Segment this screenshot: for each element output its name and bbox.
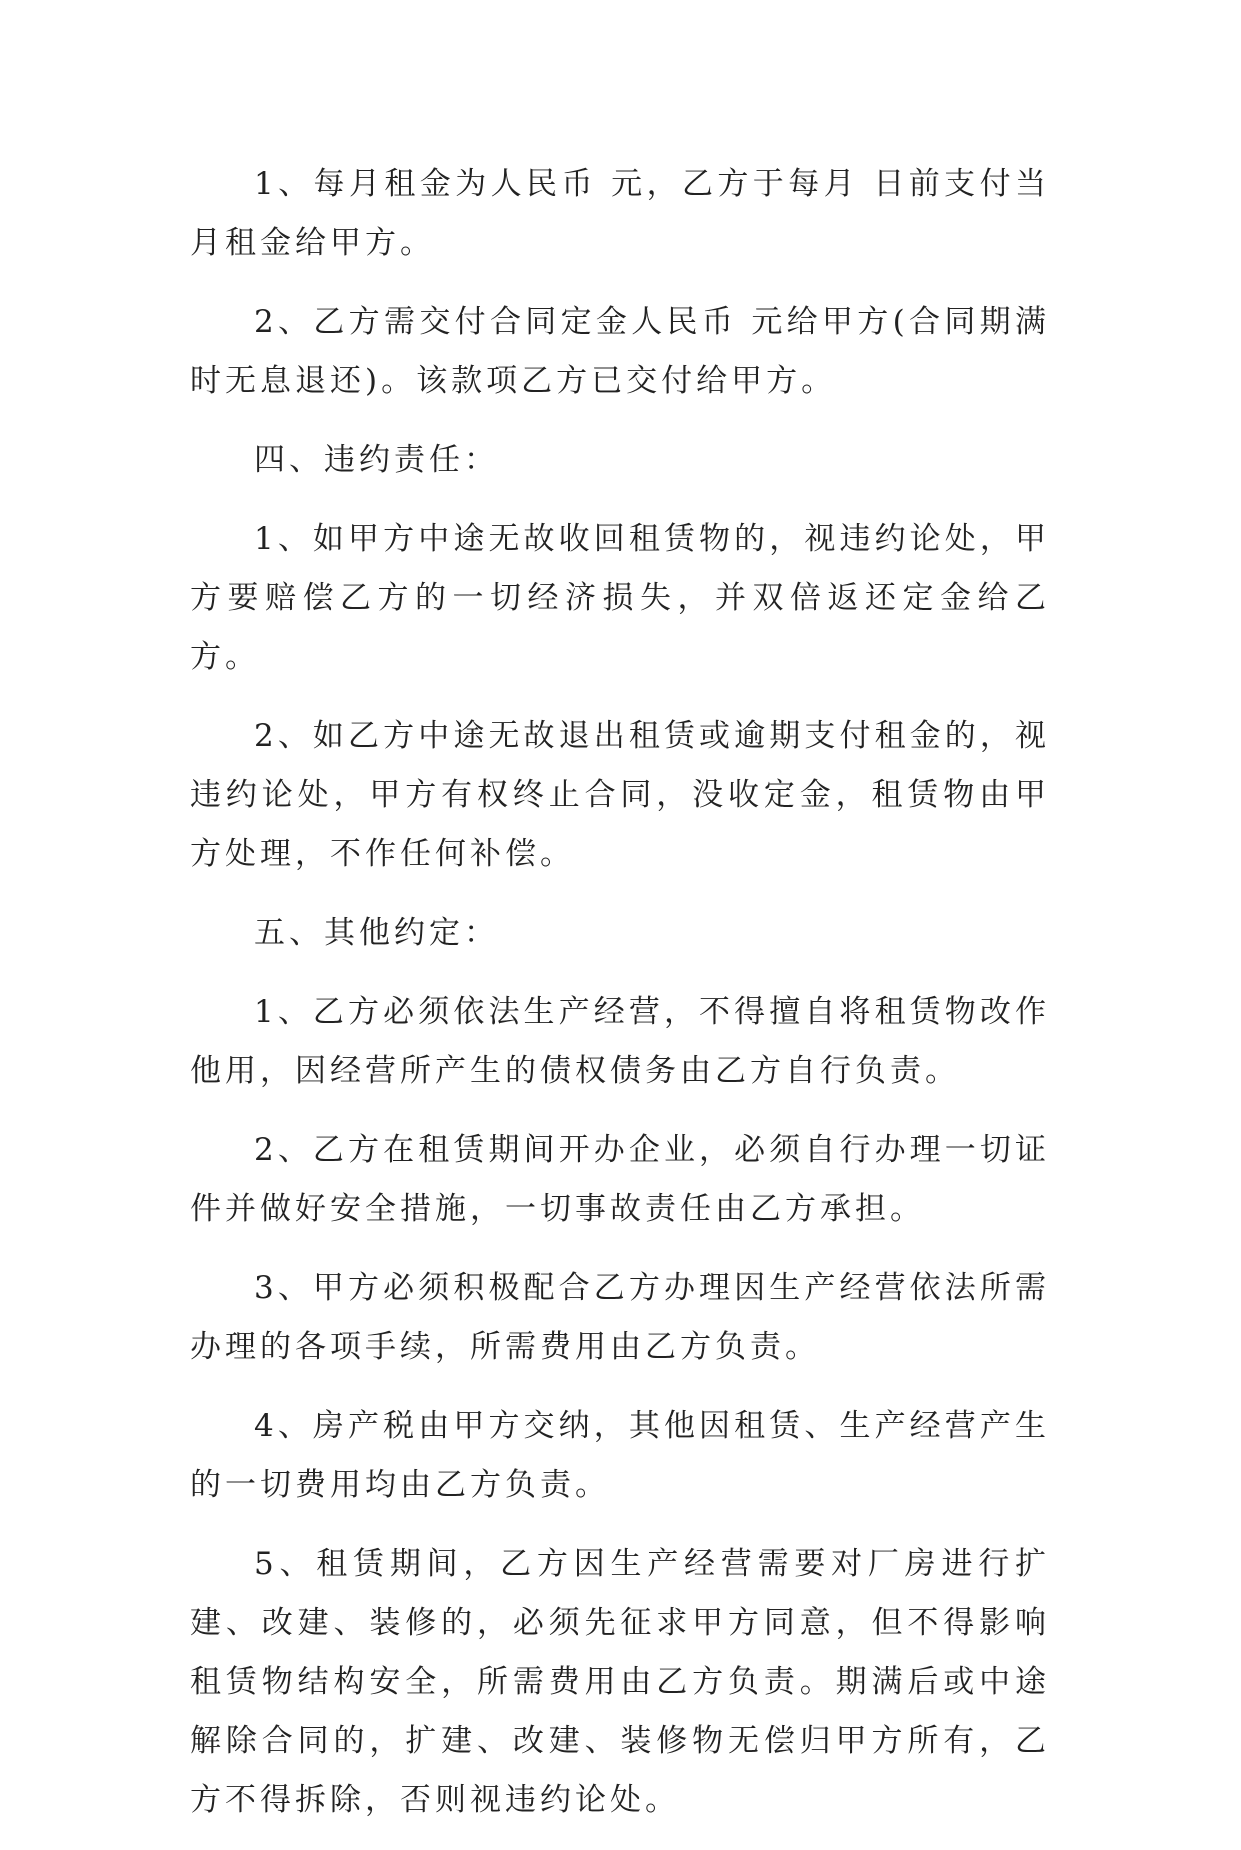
clause-lessee-breach: 2、如乙方中途无故退出租赁或逾期支付租金的，视违约论处，甲方有权终止合同，没收定金，租赁物由甲方处理，不作任何补偿。 [190,718,1050,872]
clause-deposit: 2、乙方需交付合同定金人民币 元给甲方(合同期满时无息退还)。该款项乙方已交付给甲方。 [190,304,1050,399]
clause-licenses-safety: 2、乙方在租赁期间开办企业，必须自行办理一切证件并做好安全措施，一切事故责任由乙方承担。 [190,1132,1050,1227]
document-page [190,155,1050,1850]
section-heading-breach-liability: 四、违约责任： [254,442,499,478]
clause-lessor-breach: 1、如甲方中途无故收回租赁物的，视违约论处，甲方要赔偿乙方的一切经济损失，并双倍返还定金给乙方。 [190,521,1050,675]
clause-rent-payment: 1、每月租金为人民币 元，乙方于每月 日前支付当月租金给甲方。 [190,166,1050,261]
clause-lawful-operation: 1、乙方必须依法生产经营，不得擅自将租赁物改作他用，因经营所产生的债权债务由乙方自行负责。 [190,994,1050,1089]
clause-procedures-assistance: 3、甲方必须积极配合乙方办理因生产经营依法所需办理的各项手续，所需费用由乙方负责。 [190,1270,1050,1365]
section-heading-other-terms: 五、其他约定： [254,915,499,951]
clause-taxes-fees: 4、房产税由甲方交纳，其他因租赁、生产经营产生的一切费用均由乙方负责。 [190,1408,1050,1503]
clause-renovation: 5、租赁期间，乙方因生产经营需要对厂房进行扩建、改建、装修的，必须先征求甲方同意，但不得影响租赁物结构安全，所需费用由乙方负责。期满后或中途解除合同的，扩建、改建、装修物无偿归甲方所有，乙方不得拆除，否则视违约论处。 [190,1546,1050,1818]
